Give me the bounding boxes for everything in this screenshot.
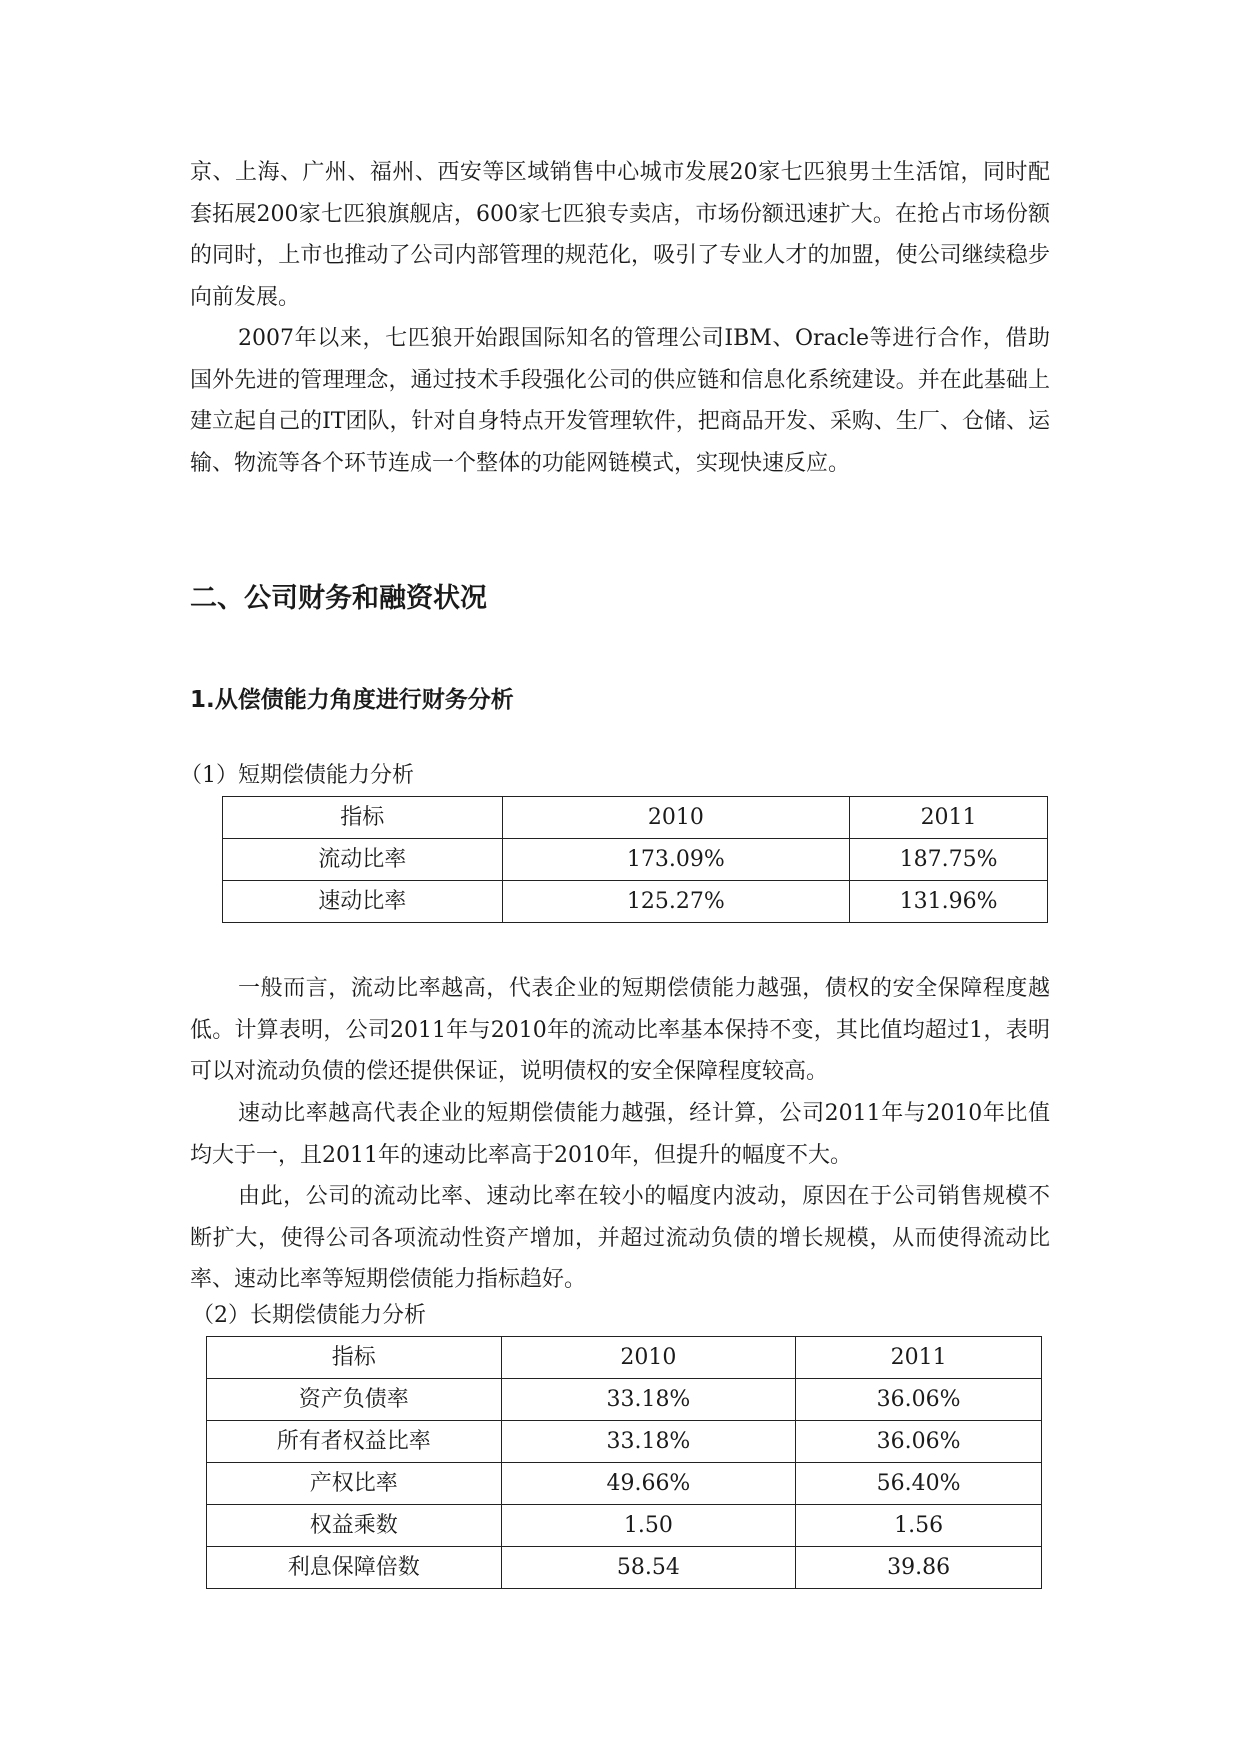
section-heading: 二、公司财务和融资状况 — [190, 583, 487, 614]
value-2011: 36.06% — [796, 1379, 1042, 1421]
intro-paragraph-2: 2007年以来，七匹狼开始跟国际知名的管理公司IBM、Oracle等进行合作，借助国外先进的管理理念，通过技术手段强化公司的供应链和信息化系统建设。并在此基础上建立起自己的IT团队，针对自身特点开发管理软件，把商品开发、采购、生厂、仓储、运输、物流等各个环节连成一个整体的功能网链模式，实现快速反应。 — [190, 326, 1050, 476]
value-2011: 1.56 — [796, 1505, 1042, 1547]
table-row — [223, 839, 1048, 881]
value-2011: 131.96% — [850, 881, 1048, 923]
analysis-paragraph-1: 一般而言，流动比率越高，代表企业的短期偿债能力越强，债权的安全保障程度越低。计算表明，公司2011年与2010年的流动比率基本保持不变，其比值均超过1，表明可以对流动负债的偿还提供保证，说明债权的安全保障程度较高。 — [190, 976, 1050, 1084]
value-2010: 49.66% — [501, 1463, 796, 1505]
subsection-heading: 1.从偿债能力角度进行财务分析 — [190, 687, 514, 713]
row-label: 所有者权益比率 — [207, 1421, 502, 1463]
value-2010: 173.09% — [502, 839, 850, 881]
table-row — [207, 1421, 1042, 1463]
value-2010: 33.18% — [501, 1379, 796, 1421]
header-cell-2011: 2011 — [796, 1337, 1042, 1379]
row-label: 利息保障倍数 — [207, 1547, 502, 1589]
value-2010: 58.54 — [501, 1547, 796, 1589]
row-label: 权益乘数 — [207, 1505, 502, 1547]
row-label: 速动比率 — [223, 881, 503, 923]
header-cell-indicator: 指标 — [207, 1337, 502, 1379]
table-row — [207, 1547, 1042, 1589]
header-cell-indicator: 指标 — [223, 797, 503, 839]
table-row — [207, 1463, 1042, 1505]
short-term-table-caption: （1）短期偿债能力分析 — [180, 763, 414, 788]
long-term-solvency-table — [206, 1336, 1042, 1589]
row-label: 资产负债率 — [207, 1379, 502, 1421]
value-2011: 187.75% — [850, 839, 1048, 881]
header-cell-2010: 2010 — [501, 1337, 796, 1379]
short-term-solvency-table — [222, 796, 1048, 923]
value-2011: 39.86 — [796, 1547, 1042, 1589]
table-header-row — [223, 797, 1048, 839]
table-header-row — [207, 1337, 1042, 1379]
row-label: 产权比率 — [207, 1463, 502, 1505]
table-row — [223, 881, 1048, 923]
value-2010: 1.50 — [501, 1505, 796, 1547]
header-cell-2011: 2011 — [850, 797, 1048, 839]
table-row — [207, 1505, 1042, 1547]
intro-paragraph-1: 京、上海、广州、福州、西安等区域销售中心城市发展20家七匹狼男士生活馆，同时配套拓展200家七匹狼旗舰店，600家七匹狼专卖店，市场份额迅速扩大。在抢占市场份额的同时，上市也推动了公司内部管理的规范化，吸引了专业人才的加盟，使公司继续稳步向前发展。 — [190, 160, 1050, 310]
long-term-table-caption: （2）长期偿债能力分析 — [192, 1303, 426, 1328]
value-2010: 125.27% — [502, 881, 850, 923]
table-row — [207, 1379, 1042, 1421]
analysis-paragraph-2: 速动比率越高代表企业的短期偿债能力越强，经计算，公司2011年与2010年比值均大于一，且2011年的速动比率高于2010年，但提升的幅度不大。 — [190, 1101, 1050, 1168]
row-label: 流动比率 — [223, 839, 503, 881]
value-2011: 56.40% — [796, 1463, 1042, 1505]
analysis-paragraph-3: 由此，公司的流动比率、速动比率在较小的幅度内波动，原因在于公司销售规模不断扩大，使得公司各项流动性资产增加，并超过流动负债的增长规模，从而使得流动比率、速动比率等短期偿债能力指标趋好。 — [190, 1184, 1050, 1292]
header-cell-2010: 2010 — [502, 797, 850, 839]
value-2011: 36.06% — [796, 1421, 1042, 1463]
value-2010: 33.18% — [501, 1421, 796, 1463]
